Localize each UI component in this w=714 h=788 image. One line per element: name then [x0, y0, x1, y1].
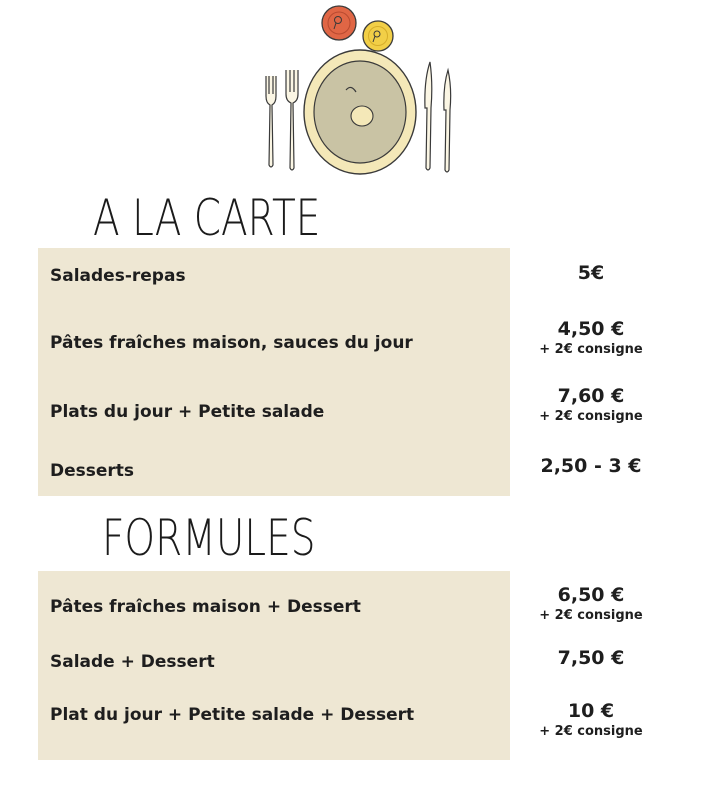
fork-icon [286, 70, 298, 170]
formules-heading: FORMULES [102, 509, 316, 567]
item-price [510, 455, 672, 478]
price-value: 4,50 € [557, 318, 625, 340]
price-value: 10 € [567, 700, 615, 722]
item-price [510, 584, 672, 624]
price-note: + 2€ consigne [539, 608, 643, 623]
item-price [510, 262, 672, 285]
fork-icon [266, 76, 276, 167]
item-label: Plat du jour + Petite salade + Dessert [50, 705, 415, 725]
item-price [510, 700, 672, 740]
knife-icon [444, 70, 451, 172]
price-note: + 2€ consigne [539, 409, 643, 424]
price-value: 6,50 € [557, 584, 625, 606]
item-label: Salade + Dessert [50, 652, 215, 672]
item-price [510, 318, 672, 358]
table-setting-illustration [250, 0, 480, 185]
plate-icon [304, 50, 416, 174]
price-note: + 2€ consigne [539, 342, 643, 357]
price-value: 7,60 € [557, 385, 625, 407]
item-label: Plats du jour + Petite salade [50, 402, 325, 422]
item-label: Pâtes fraîches maison + Dessert [50, 597, 361, 617]
a-la-carte-heading: A LA CARTE [93, 189, 321, 247]
item-label: Pâtes fraîches maison, sauces du jour [50, 333, 413, 353]
item-price [510, 647, 672, 670]
price-note: + 2€ consigne [539, 724, 643, 739]
price-value: 7,50 € [557, 647, 625, 669]
price-value: 2,50 - 3 € [540, 455, 642, 477]
item-label: Desserts [50, 461, 135, 481]
knife-icon [425, 62, 432, 170]
item-price [510, 385, 672, 425]
item-label: Salades-repas [50, 266, 186, 286]
price-value: 5€ [577, 262, 605, 284]
red-glass-icon [322, 6, 356, 40]
yellow-glass-icon [363, 21, 393, 51]
